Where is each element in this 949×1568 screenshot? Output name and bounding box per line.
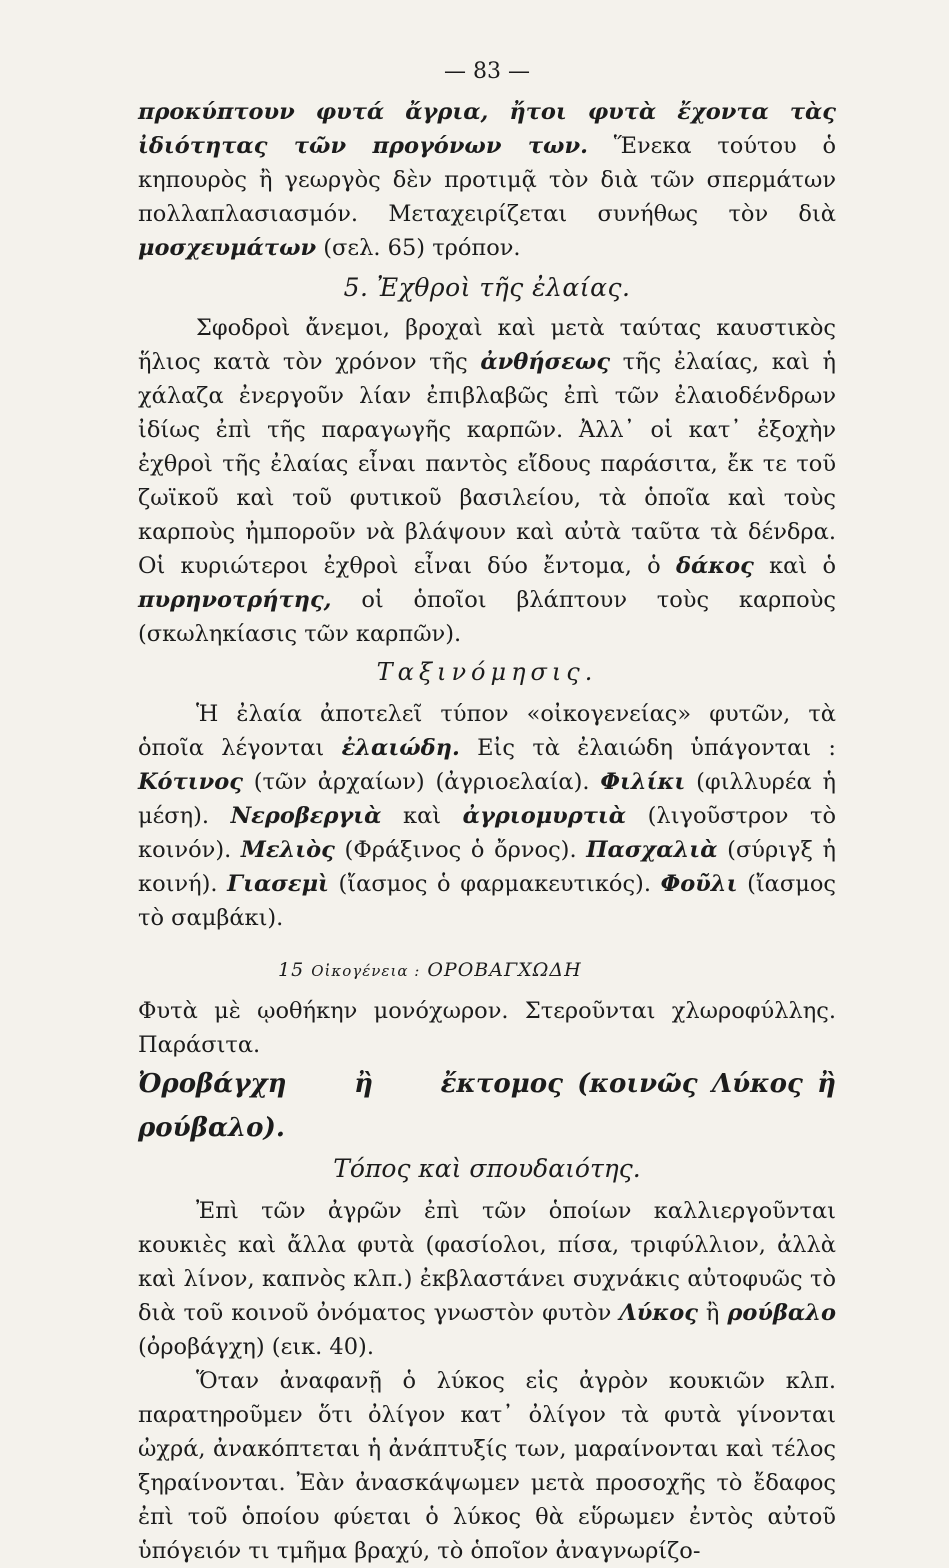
text-run: τῆς ἐλαίας, καὶ ἡ χάλαζα ἐνεργοῦν λίαν ἐπιβλαβῶς ἐπὶ τῶν ἐλαιοδένδρων ἰδίως ἐπὶ τῆς παραγωγῆς καρπῶν. Ἀλλ᾽ οἱ κατ᾽ ἐξοχὴν ἐχθροὶ τῆς ἐλαίας εἶναι παντὸς εἴδους παράσιτα, ἔκ τε τοῦ ζωϊκοῦ καὶ τοῦ φυτικοῦ βασιλείου, τὰ ὁποῖα καὶ τοὺς καρποὺς ἠμποροῦν νὰ βλάψουν καὶ αὐτὰ ταῦτα τὰ δένδρα. Οἱ κυριώτεροι ἐχθροὶ εἶναι δύο ἔντομα, ὁ [138,349,836,579]
subtitle-place-importance: Τόπος καὶ σπουδαιότης. [333,1154,641,1183]
term-dakos: δάκος [675,553,754,579]
family-name: ΟΡΟΒΑΓΧΩΔΗ [427,959,582,981]
page-number: — 83 — [444,59,530,84]
term-paschalia: Πασχαλιὰ [586,837,718,863]
text-run: καὶ [381,803,463,829]
text-run: Σφοδροὶ ἄνεμοι, βροχαὶ καὶ μετὰ ταύτας καυστικὸς ἥλιος κατὰ τὸν χρόνον τῆς [138,315,836,375]
text-run: Ἐπὶ τῶν ἀγρῶν ἐπὶ τῶν ὁποίων καλλιεργοῦνται κουκιὲς καὶ ἄλλα φυτὰ (φασίολοι, πίσα, τριφύλλιον, ἀλλὰ καὶ λίνον, καπνὸς κλπ.) ἐκβλαστάνει συχνάκις αὐτοφυῶς τὸ διὰ τοῦ κοινοῦ ὀνόματος γνωστὸν φυτὸν [138,1198,836,1326]
text-run: Ἡ ἐλαία ἀποτελεῖ τύπον «οἰκογενείας» φυτῶν, τὰ ὁποῖα λέγονται [138,701,836,761]
paragraph-1-emphasis: προκύπτουν φυτά ἄγρια, ἤτοι φυτὰ ἔχοντα τὰς ἰδιότητας τῶν προγόνων των. [138,99,836,159]
text-run: Ἕνεκα τούτου ὁ κηπουρὸς ἢ γεωργὸς δὲν προτιμᾷ τὸν διὰ τῶν σπερμάτων πολλαπλασιασμόν. Μεταχειρίζεται συνήθως τὸν διὰ [138,133,836,227]
term-pyrinotritis: πυρηνοτρήτης, [138,587,332,613]
term-kotinos: Κότινος [138,769,243,795]
text-run: Εἰς τὰ ἐλαιώδη ὑπάγονται : [459,735,836,761]
text-run: ἢ [697,1300,728,1326]
text-run: (ἴασμος τὸ σαμβάκι). [138,871,837,931]
section-title-taxonomy: Ταξινόμησις. [376,658,598,686]
plant-heading-name: Ὀροβάγχη [138,1069,287,1099]
text-run: (ὀροβάγχη) (εικ. 40). [138,1334,374,1360]
plant-heading-common: ἔκτομος (κοινῶς Λύκος ἢ ρούβαλο). [138,1069,836,1143]
term-agriomyrtia: ἀγριομυρτιὰ [462,803,627,829]
term-lykos: Λύκος [619,1300,698,1326]
term-moscheumata: μοσχευμάτων [138,235,317,261]
family-number: 15 [278,959,305,981]
family-label: Οἰκογένεια : [311,962,421,980]
paragraph-3 [138,697,836,935]
section-title-enemies: 5. Ἐχθροὶ τῆς ἐλαίας. [343,273,631,302]
text-run: οἱ ὁποῖοι βλάπτουν τοὺς καρποὺς (σκωληκίασις τῶν καρπῶν). [138,587,836,647]
term-fouli: Φοῦλι [660,871,738,897]
paragraph-4: Φυτὰ μὲ ῳοθήκην μονόχωρον. Στεροῦνται χλωροφύλλης. Παράσιτα. [138,998,836,1058]
term-elaiodi: ἐλαιώδη. [341,735,460,761]
text-run: καὶ ὁ [753,553,836,579]
term-roubalo: ρούβαλο [727,1300,836,1326]
text-run: (σελ. 65) τρόπον. [316,235,521,261]
text-run: (ἴασμος ὁ φαρμακευτικός). [328,871,661,897]
term-neroberyia: Νεροβεργιὰ [230,803,382,829]
term-giasemi: Γιασεμὶ [227,871,329,897]
term-melios: Μελιὸς [240,837,335,863]
term-filiki: Φιλίκι [600,769,686,795]
paragraph-1 [138,95,836,265]
plant-heading-or: ἢ [354,1069,373,1099]
term-anthisis: ἀνθήσεως [480,349,611,375]
page [138,55,836,1568]
text-run: (σύριγξ ἡ κοινή). [138,837,836,897]
family-heading [278,953,836,988]
text-run: (τῶν ἀρχαίων) (ἀγριοελαία). [242,769,601,795]
text-run: (Φράξινος ὁ ὄρνος). [334,837,587,863]
paragraph-6: Ὅταν ἀναφανῇ ὁ λύκος εἰς ἀγρὸν κουκιῶν κλπ. παρατηροῦμεν ὅτι ὀλίγον κατ᾽ ὀλίγον τὰ φυτὰ γίνονται ὠχρά, ἀνακόπτεται ἡ ἀνάπτυξίς των, μαραίνονται καὶ τέλος ξηραίνονται. Ἐὰν ἀνασκάψωμεν μετὰ προσοχῆς τὸ ἔδαφος ἐπὶ τοῦ ὁποίου φύεται ὁ λύκος θὰ εὕρωμεν ἐντὸς αὐτοῦ ὑπόγειόν τι τμῆμα βραχύ, τὸ ὁποῖον ἀναγνωρίζο- [138,1368,836,1564]
text-run: (φιλλυρέα ἡ μέση). [138,769,836,829]
text-run: (λιγοῦστρον τὸ κοινόν). [138,803,836,863]
paragraph-5 [138,1194,836,1364]
paragraph-2 [138,311,836,651]
plant-heading [138,1062,836,1150]
